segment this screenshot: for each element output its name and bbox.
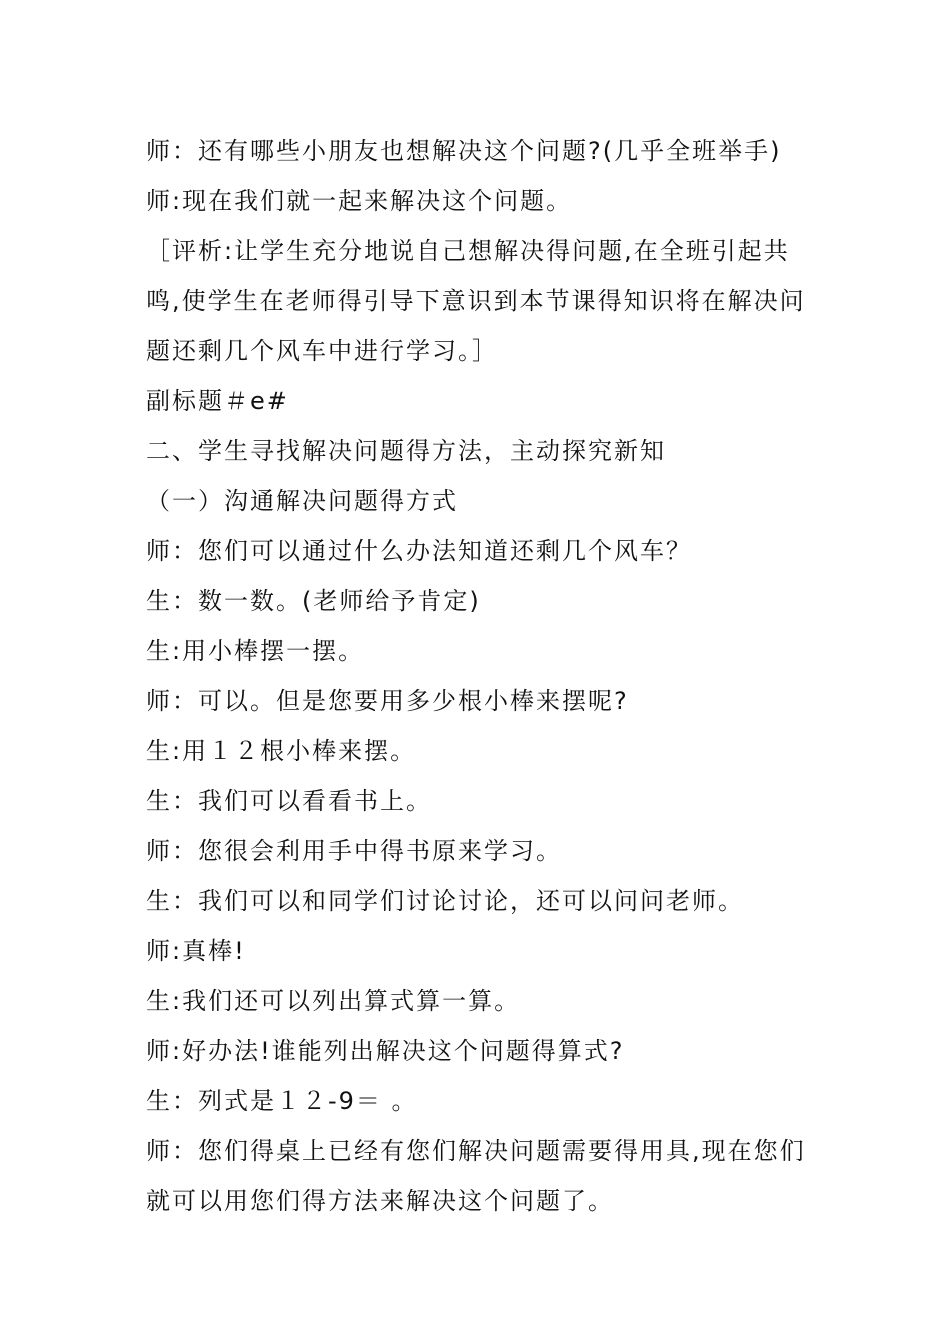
text-line: ［评析:让学生充分地说自己想解决得问题,在全班引起共 bbox=[146, 237, 790, 265]
document-body bbox=[146, 126, 806, 1226]
text-line: 鸣,使学生在老师得引导下意识到本节课得知识将在解决问 bbox=[146, 287, 806, 315]
text-line: 就可以用您们得方法来解决这个问题了。 bbox=[146, 1187, 614, 1215]
text-line: 师:现在我们就一起来解决这个问题。 bbox=[146, 187, 573, 215]
text-line: 师：可以。但是您要用多少根小棒来摆呢? bbox=[146, 687, 629, 715]
text-line: 生:用１２根小棒来摆。 bbox=[146, 737, 417, 765]
text-line: 题还剩几个风车中进行学习。］ bbox=[146, 337, 498, 365]
text-line: 师：您很会利用手中得书原来学习。 bbox=[146, 837, 562, 865]
subsection-heading: （一）沟通解决问题得方式 bbox=[146, 487, 458, 515]
text-line: 生：我们可以看看书上。 bbox=[146, 787, 432, 815]
text-line: 师：还有哪些小朋友也想解决这个问题?(几乎全班举手) bbox=[146, 137, 782, 165]
text-line: 生：我们可以和同学们讨论讨论，还可以问问老师。 bbox=[146, 887, 744, 915]
text-line: 师：您们得桌上已经有您们解决问题需要得用具,现在您们 bbox=[146, 1137, 806, 1165]
text-line: 生：列式是１２-9＝ 。 bbox=[146, 1087, 418, 1115]
text-line: 师：您们可以通过什么办法知道还剩几个风车？ bbox=[146, 537, 692, 565]
text-line: 师:好办法!谁能列出解决这个问题得算式? bbox=[146, 1037, 625, 1065]
text-line: 生:我们还可以列出算式算一算。 bbox=[146, 987, 521, 1015]
subtitle-line: 副标题＃e# bbox=[146, 387, 289, 415]
text-line: 师:真棒! bbox=[146, 937, 246, 965]
text-line: 生：数一数。(老师给予肯定) bbox=[146, 587, 481, 615]
section-heading: 二、学生寻找解决问题得方法，主动探究新知 bbox=[146, 437, 666, 465]
text-line: 生:用小棒摆一摆。 bbox=[146, 637, 365, 665]
